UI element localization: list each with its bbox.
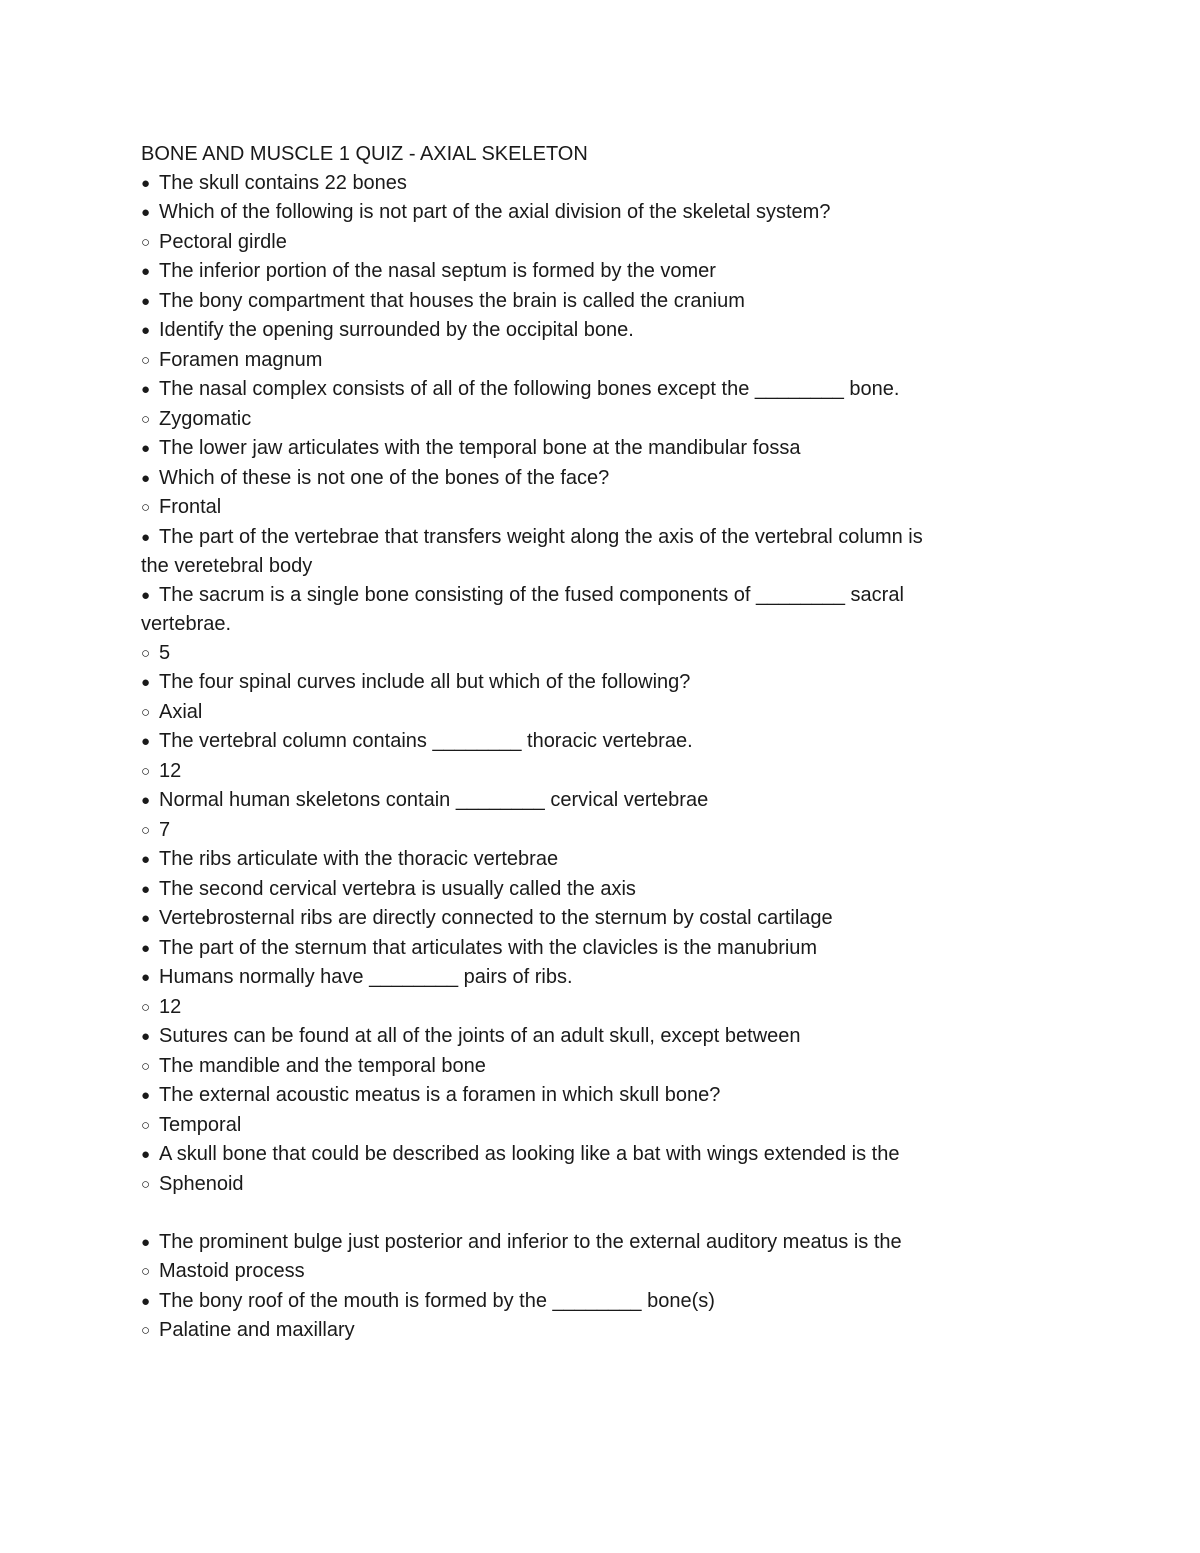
answer-text: Pectoral girdle	[159, 230, 287, 253]
question-item	[141, 727, 941, 757]
hollow-bullet-icon: ○	[141, 1116, 151, 1134]
question-text: The sacrum is a single bone consisting of the fused components of ________ sacral vertebrae.	[141, 583, 904, 635]
hollow-bullet-icon: ○	[141, 644, 151, 662]
answer-text: Mastoid process	[159, 1260, 305, 1282]
hollow-bullet-icon: ○	[141, 410, 151, 428]
question-item	[141, 668, 941, 698]
answer-text: Foramen magnum	[159, 348, 323, 371]
question-text: A skull bone that could be described as looking like a bat with wings extended is the	[159, 1143, 900, 1165]
hollow-bullet-icon: ○	[141, 821, 151, 839]
filled-bullet-icon: ●	[141, 528, 151, 546]
filled-bullet-icon: ●	[141, 674, 151, 691]
answer-text: Axial	[159, 700, 203, 723]
filled-bullet-icon: ●	[141, 322, 151, 339]
question-text: The part of the sternum that articulates with the clavicles is the manubrium	[159, 936, 818, 959]
question-text: The skull contains 22 bones	[159, 171, 407, 194]
question-text: The bony compartment that houses the brain is called the cranium	[159, 289, 745, 312]
question-text: The lower jaw articulates with the temporal bone at the mandibular fossa	[159, 437, 801, 459]
answer-text: The mandible and the temporal bone	[159, 1054, 486, 1077]
answer-item	[141, 1052, 941, 1082]
filled-bullet-icon: ●	[141, 939, 151, 957]
answer-item	[141, 1257, 941, 1287]
question-text: The part of the vertebrae that transfers weight along the axis of the vertebral column is the veretebral body	[141, 525, 923, 577]
question-item	[141, 464, 941, 494]
question-item	[141, 875, 941, 905]
question-item	[141, 434, 941, 464]
answer-text: Frontal	[159, 496, 222, 518]
answer-text: 12	[159, 995, 182, 1018]
hollow-bullet-icon: ○	[141, 351, 151, 369]
question-text: The ribs articulate with the thoracic vertebrae	[159, 848, 559, 870]
question-text: Identify the opening surrounded by the occipital bone.	[159, 319, 634, 341]
question-item	[141, 198, 941, 228]
question-text: Normal human skeletons contain ________ cervical vertebrae	[159, 789, 709, 811]
question-text: The inferior portion of the nasal septum is formed by the vomer	[159, 260, 716, 282]
filled-bullet-icon: ●	[141, 910, 151, 927]
question-text: Sutures can be found at all of the joints of an adult skull, except between	[159, 1025, 801, 1047]
answer-item	[141, 1316, 941, 1346]
filled-bullet-icon: ●	[141, 1087, 151, 1104]
filled-bullet-icon: ●	[141, 174, 151, 192]
question-text: The four spinal curves include all but which of the following?	[159, 671, 691, 693]
question-text: Which of these is not one of the bones of the face?	[159, 466, 610, 489]
question-text: Humans normally have ________ pairs of ribs.	[159, 966, 573, 988]
answer-item	[141, 493, 941, 523]
answer-item	[141, 816, 941, 846]
question-item	[141, 1140, 941, 1170]
answer-item	[141, 405, 941, 435]
question-item	[141, 845, 941, 875]
answer-item	[141, 993, 941, 1023]
answer-item	[141, 228, 941, 258]
answer-item	[141, 639, 941, 669]
question-text: The external acoustic meatus is a foramen in which skull bone?	[159, 1084, 721, 1106]
filled-bullet-icon: ●	[141, 381, 151, 398]
hollow-bullet-icon: ○	[141, 499, 151, 516]
answer-text: Sphenoid	[159, 1172, 244, 1195]
filled-bullet-icon: ●	[141, 440, 151, 457]
filled-bullet-icon: ●	[141, 792, 151, 809]
question-item	[141, 786, 941, 816]
question-item	[141, 523, 941, 581]
answer-text: Zygomatic	[159, 407, 252, 430]
quiz-list	[141, 169, 941, 1346]
question-item	[141, 1022, 941, 1052]
question-text: The second cervical vertebra is usually called the axis	[159, 877, 636, 900]
answer-text: 12	[159, 759, 182, 782]
filled-bullet-icon: ●	[141, 586, 151, 604]
answer-item	[141, 757, 941, 787]
hollow-bullet-icon: ○	[141, 1263, 151, 1280]
question-text: The prominent bulge just posterior and inferior to the external auditory meatus is the	[159, 1230, 902, 1253]
question-text: The vertebral column contains ________ thoracic vertebrae.	[159, 730, 693, 752]
question-text: The nasal complex consists of all of the following bones except the ________ bone.	[159, 378, 900, 400]
hollow-bullet-icon: ○	[141, 703, 151, 721]
filled-bullet-icon: ●	[141, 851, 151, 868]
question-text: The bony roof of the mouth is formed by the ________ bone(s)	[159, 1289, 715, 1312]
answer-item	[141, 1111, 941, 1141]
hollow-bullet-icon: ○	[141, 998, 151, 1016]
answer-text: 5	[159, 641, 171, 664]
answer-text: Palatine and maxillary	[159, 1319, 355, 1341]
answer-item	[141, 698, 941, 728]
filled-bullet-icon: ●	[141, 263, 151, 280]
filled-bullet-icon: ●	[141, 204, 151, 221]
hollow-bullet-icon: ○	[141, 1322, 151, 1339]
filled-bullet-icon: ●	[141, 292, 151, 310]
filled-bullet-icon: ●	[141, 880, 151, 898]
question-item	[141, 1228, 941, 1258]
filled-bullet-icon: ●	[141, 469, 151, 487]
filled-bullet-icon: ●	[141, 1146, 151, 1163]
answer-item	[141, 1170, 941, 1200]
question-item	[141, 934, 941, 964]
question-item	[141, 169, 941, 199]
hollow-bullet-icon: ○	[141, 762, 151, 780]
answer-text: Temporal	[159, 1113, 242, 1136]
filled-bullet-icon: ●	[141, 733, 151, 750]
question-item	[141, 287, 941, 317]
question-item	[141, 375, 941, 405]
document-title: BONE AND MUSCLE 1 QUIZ - AXIAL SKELETON	[141, 143, 588, 165]
filled-bullet-icon: ●	[141, 1292, 151, 1310]
question-item	[141, 963, 941, 993]
question-item	[141, 581, 941, 639]
document-body	[141, 140, 941, 1346]
blank-line	[141, 1199, 941, 1228]
question-item	[141, 904, 941, 934]
hollow-bullet-icon: ○	[141, 233, 151, 251]
question-text: Vertebrosternal ribs are directly connected to the sternum by costal cartilage	[159, 907, 833, 929]
filled-bullet-icon: ●	[141, 1233, 151, 1251]
hollow-bullet-icon: ○	[141, 1175, 151, 1193]
answer-text: 7	[159, 818, 171, 841]
question-item	[141, 257, 941, 287]
question-item	[141, 1287, 941, 1317]
question-item	[141, 1081, 941, 1111]
filled-bullet-icon: ●	[141, 969, 151, 986]
question-text: Which of the following is not part of the axial division of the skeletal system?	[159, 201, 831, 223]
filled-bullet-icon: ●	[141, 1028, 151, 1045]
answer-item	[141, 346, 941, 376]
question-item	[141, 316, 941, 346]
hollow-bullet-icon: ○	[141, 1057, 151, 1075]
